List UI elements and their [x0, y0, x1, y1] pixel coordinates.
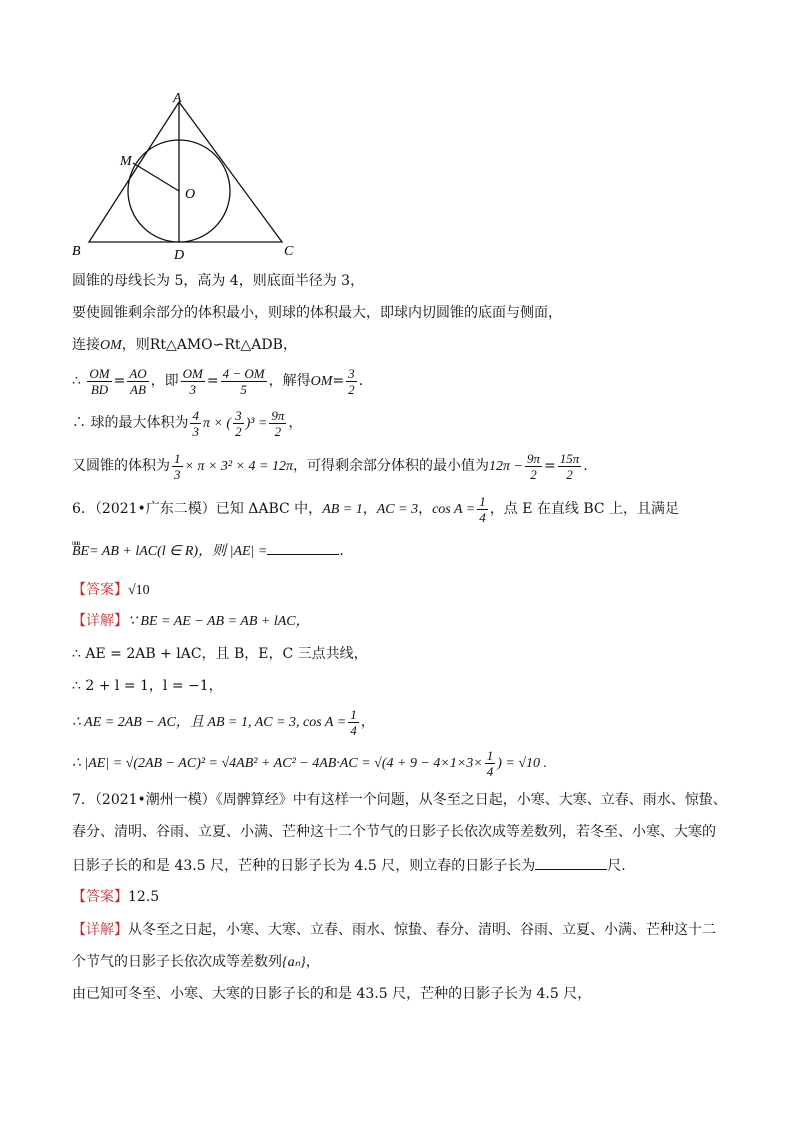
text: ，则 — [121, 337, 150, 353]
solution-line-5: ∴ 球的最大体积为 $\frac{4}{3}$ π × ( $\frac{3}{2}$ )³ = $\frac{9\pi}{2}$ ， — [72, 407, 303, 439]
segment-om: OM — [100, 338, 122, 353]
text: 连接 — [72, 337, 100, 353]
solution-line-3 — [72, 335, 297, 356]
detail-line-1: 【详解】∵ BE = AE − AB = AB + lAC， — [72, 613, 310, 629]
similar-triangles: Rt△AMO∽Rt△ADB — [149, 337, 283, 353]
fraction: $\frac{9\pi}{2}$ — [271, 407, 285, 439]
triangle-outline — [89, 102, 282, 242]
answer-label: 【答案】 — [72, 582, 128, 598]
radius-OM — [133, 163, 179, 191]
vector-be: uuu BE — [72, 542, 89, 562]
label-M: M — [120, 154, 132, 169]
detail-line-1: 【详解】从冬至之日起，小寒、大寒、立春、雨水、惊蛰、春分、清明、谷雨、立夏、小满、芒种这十二 — [72, 922, 716, 938]
solution-line-2: 要使圆锥剩余部分的体积最小，则球的体积最大，即球内切圆锥的底面与侧面， — [72, 305, 562, 321]
fraction: $\frac{3}{2}$ — [235, 407, 242, 439]
detail-label: 【详解】 — [72, 922, 128, 938]
label-C: C — [284, 244, 294, 259]
answer-line — [72, 580, 150, 601]
fraction: $\frac{4 - OM}{5}$ — [222, 365, 265, 397]
answer-label: 【答案】 — [72, 889, 128, 905]
question-6-stem: 6．（2021•广东二模）已知 ΔABC 中，AB = 1，AC = 3，cos A = $\frac{1}{4}$ ，点 E 在直线 BC 上，且满足 — [72, 493, 680, 525]
solution-line-4: ∴ $\frac{OM}{BD}$ = $\frac{AO}{AB}$ ，即 $\frac{OM}{3}$ = $\frac{4 - OM}{5}$ ，解得OM= $\frac{3}{2}$ . — [72, 365, 364, 397]
fraction: $\frac{15\pi}{2}$ — [559, 450, 580, 482]
answer-blank — [535, 855, 607, 870]
text: ， — [282, 337, 297, 353]
fraction: $\frac{OM}{3}$ — [182, 365, 203, 397]
detail-line-2: ∴ AE = 2AB + lAC，且 B，E，C 三点共线， — [72, 646, 368, 662]
fraction: $\frac{AO}{AB}$ — [129, 365, 147, 397]
fraction: $\frac{OM}{BD}$ — [89, 365, 110, 397]
detail-label: 【详解】 — [72, 613, 128, 629]
fraction: $\frac{1}{4}$ — [486, 747, 494, 779]
question-6-condition: uuu BE= AB + lAC(l ∈ R)，则 |AE| = . — [72, 540, 344, 562]
label-A: A — [173, 91, 182, 106]
solution-line-6: 又圆锥的体积为 $\frac{1}{3}$ × π × 3² × 4 = 12π，可得剩余部分体积的最小值为12π − $\frac{9\pi}{2}$ = $\frac{15\pi}{2}$ . — [72, 450, 588, 482]
fraction: $\frac{3}{2}$ — [348, 365, 355, 397]
detail-line-2: 个节气的日影子长依次成等差数列{aₙ}， — [72, 954, 320, 970]
label-B: B — [72, 244, 81, 259]
fraction: $\frac{9\pi}{2}$ — [526, 450, 540, 482]
label-D: D — [174, 248, 185, 260]
answer-line — [72, 887, 159, 907]
label-O: O — [185, 187, 196, 202]
detail-line-3: ∴ 2 + l = 1，l = −1， — [72, 678, 223, 694]
question-7-line-1: 7．（2021•潮州一模）《周髀算经》中有这样一个问题，从冬至之日起，小寒、大寒、立春、雨水、惊蛰、 — [72, 792, 727, 808]
detail-line-3: 由已知可冬至、小寒、大寒的日影子长的和是 43.5 尺，芒种的日影子长为 4.5 尺， — [72, 986, 592, 1002]
question-7-line-3: 日影子长的和是 43.5 尺，芒种的日影子长为 4.5 尺，则立春的日影子长为 尺. — [72, 855, 626, 876]
detail-line-5: ∴ |AE| = √(2AB − AC)² = √4AB² + AC² − 4AB·AC = √(4 + 9 − 4×1×3× $\frac{1}{4}$ ) = √10 . — [72, 747, 548, 779]
answer-value: 12.5 — [128, 889, 160, 905]
fraction: $\frac{1}{3}$ — [174, 450, 181, 482]
answer-value: √10 — [128, 583, 150, 598]
question-7-line-2: 春分、清明、谷雨、立夏、小满、芒种这十二个节气的日影子长依次成等差数列，若冬至、小寒、大寒的 — [72, 824, 716, 840]
cone-cross-section-figure — [64, 90, 364, 260]
fraction: $\frac{4}{3}$ — [192, 407, 199, 439]
therefore-symbol: ∴ — [72, 373, 81, 389]
detail-line-4: ∴ AE = 2AB − AC，且 AB = 1, AC = 3, cos A = $\frac{1}{4}$ ， — [72, 706, 375, 738]
answer-blank — [267, 540, 339, 555]
solution-line-1: 圆锥的母线长为 5，高为 4，则底面半径为 3， — [72, 273, 365, 289]
fraction: $\frac{1}{4}$ — [479, 493, 486, 525]
fraction: $\frac{1}{4}$ — [350, 706, 357, 738]
